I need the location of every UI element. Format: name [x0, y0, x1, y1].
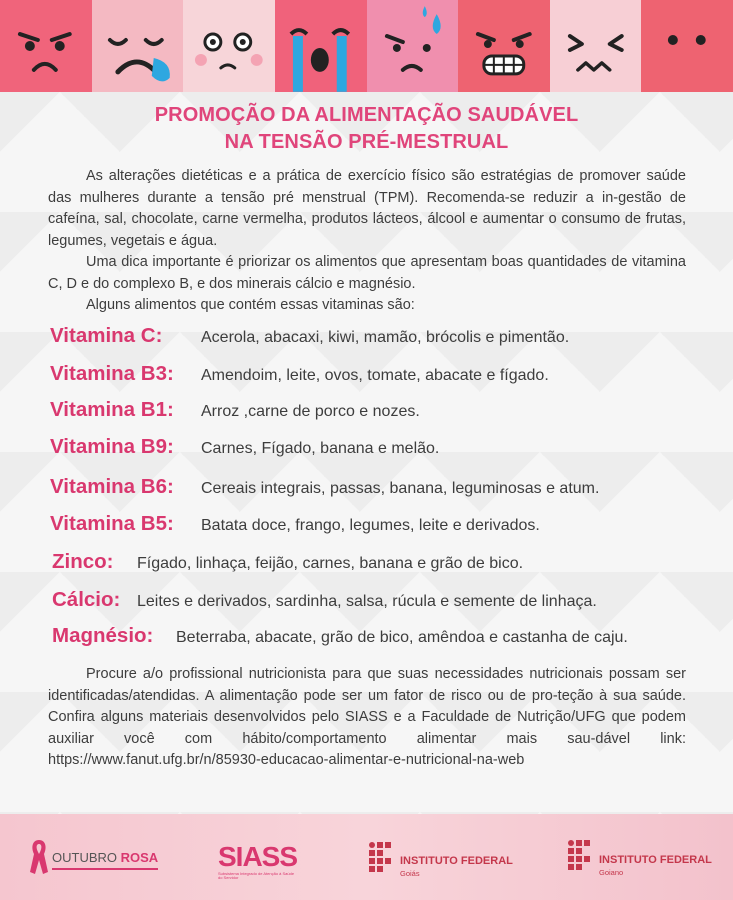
nutrient-name: Vitamina C:: [50, 324, 163, 347]
nutrient-row: [0, 624, 733, 654]
nutrient-name: Vitamina B6:: [50, 475, 174, 498]
footer-logos: [0, 814, 733, 900]
outubro-rosa-underline: [52, 868, 158, 870]
rosa-label: ROSA: [120, 850, 159, 865]
intro-paragraph-2: Uma dica importante é priorizar os alimentos que apresentam boas quantidades de vitamina C, D e do complexo B, e dos minerais cálcio e magnésio.: [48, 254, 686, 292]
nutrient-foods: Amendoim, leite, ovos, tomate, abacate e fígado.: [201, 367, 549, 384]
page-title: [0, 102, 733, 156]
title-line-1: PROMOÇÃO DA ALIMENTAÇÃO SAUDÁVEL: [154, 104, 579, 126]
nutrient-name: Zinco:: [52, 550, 114, 573]
nutrient-row: [0, 512, 733, 542]
intro-text: [48, 166, 686, 317]
title-line-2: NA TENSÃO PRÉ-MESTRUAL: [224, 131, 509, 153]
nutrient-name: Magnésio:: [52, 624, 154, 647]
closing-text: [48, 664, 686, 772]
grimace-face-icon: [458, 0, 550, 92]
if-goiano-sub: Goiano: [599, 868, 624, 877]
sweat-face-icon: [367, 0, 459, 92]
if-goiano-logo-icon: [568, 840, 594, 870]
intro-paragraph-3: Alguns alimentos que contém essas vitaminas são:: [86, 297, 415, 313]
pink-ribbon-icon: [28, 838, 50, 876]
if-goias-sub: Goiás: [400, 869, 420, 878]
nutrient-name: Vitamina B3:: [50, 362, 174, 385]
siass-subtitle: Subsistema Integrado de Atenção à Saúde do Servidor: [218, 871, 295, 880]
nutrient-row: [0, 398, 733, 428]
nutrient-name: Vitamina B5:: [50, 512, 174, 535]
nutrient-foods: Cereais integrais, passas, banana, leguminosas e atum.: [201, 480, 600, 497]
nutrient-row: [0, 588, 733, 618]
nutrient-foods: Batata doce, frango, legumes, leite e derivados.: [201, 517, 540, 534]
nutrient-foods: Fígado, linhaça, feijão, carnes, banana e grão de bico.: [137, 555, 524, 572]
outubro-rosa-logo: [52, 850, 158, 865]
nutrient-foods: Leites e derivados, sardinha, salsa, rúcula e semente de linhaça.: [137, 593, 597, 610]
nutrient-name: Vitamina B1:: [50, 398, 174, 421]
if-goiano-name: INSTITUTO FEDERAL: [599, 854, 712, 866]
nutrient-row: [0, 475, 733, 505]
nutrient-row: [0, 435, 733, 465]
outubro-label: OUTUBRO: [52, 850, 117, 865]
nutrient-row: [0, 550, 733, 580]
if-goias-name: INSTITUTO FEDERAL: [400, 855, 513, 867]
siass-logo: SIASS: [218, 841, 298, 872]
nutrient-foods: Beterraba, abacate, grão de bico, amêndoa e castanha de caju.: [176, 629, 628, 646]
intro-paragraph-1: As alterações dietéticas e a prática de exercício físico são estratégias de promover saúde das mulheres durante a tensão pré menstrual (TPM). Recomenda-se reduzir a in-gestão de cafeína, sal, chocolate, carne vermelha, produtos lácteos, álcool e aumentar o consumo de frutas, legumes, vegetais e água.: [48, 168, 686, 249]
crying-face-icon: [92, 0, 184, 92]
nutrient-row: [0, 362, 733, 392]
confounded-face-icon: [550, 0, 642, 92]
worried-face-icon: [183, 0, 275, 92]
nutrient-row: [0, 324, 733, 354]
nutrient-name: Vitamina B9:: [50, 435, 174, 458]
nutrient-foods: Arroz ,carne de porco e nozes.: [201, 403, 420, 420]
emoji-banner: [0, 0, 733, 92]
neutral-face-icon: [641, 0, 733, 92]
nutrient-foods: Acerola, abacaxi, kiwi, mamão, brócolis e pimentão.: [201, 329, 570, 346]
sobbing-face-icon: [275, 0, 367, 92]
nutrient-foods: Carnes, Fígado, banana e melão.: [201, 440, 440, 457]
closing-paragraph: Procure a/o profissional nutricionista para que suas necessidades nutricionais possam ser identificadas/atendidas. A alimentação pode ser um fator de risco ou de pro-teção à sua saúde. Confira alguns materiais desenvolvidos pelo SIASS e a Faculdade de Nutrição/UFG que podem auxiliar você com hábito/comportamento alimentar mais sau-dável link: https://www.fanut.ufg.br/n/85930-educacao-alimentar-e-nutricional-na-web: [48, 666, 686, 768]
if-goias-logo-icon: [369, 842, 395, 872]
angry-face-icon: [0, 0, 92, 92]
nutrient-name: Cálcio:: [52, 588, 121, 611]
